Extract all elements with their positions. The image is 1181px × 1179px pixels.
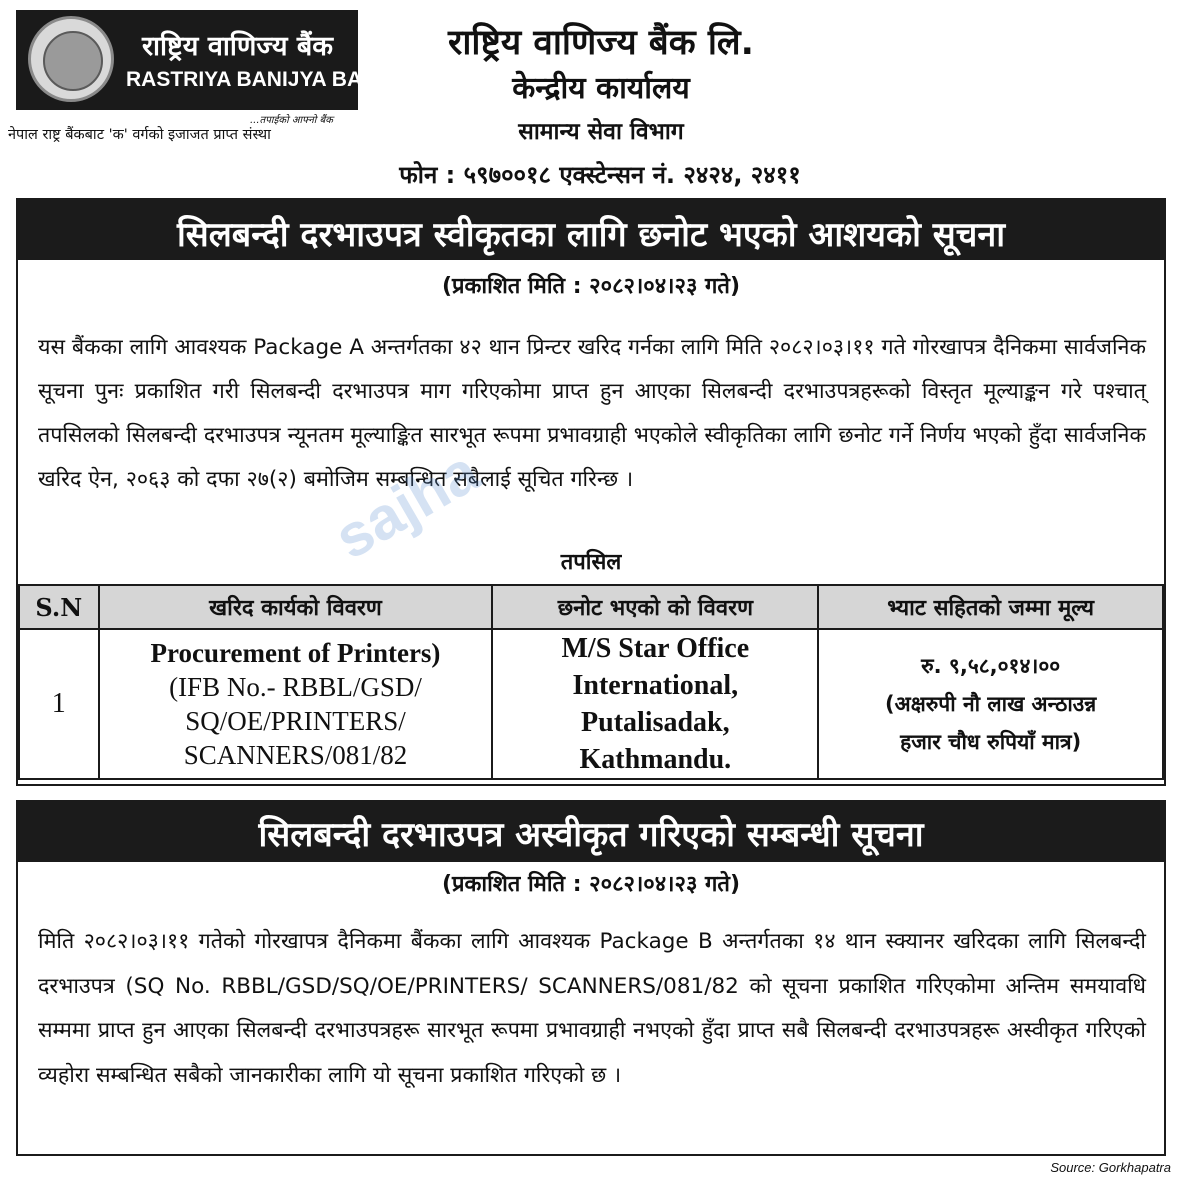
logo-name-english: RASTRIYA BANIJYA BANK bbox=[126, 68, 393, 91]
vendor-line: Putalisadak, bbox=[581, 707, 730, 738]
cell-sn: 1 bbox=[19, 629, 99, 779]
amount-words-line: हजार चौध रुपियाँ मात्र) bbox=[900, 730, 1082, 754]
vendor-line: International, bbox=[572, 670, 739, 701]
notice1-paragraph: यस बैंकका लागि आवश्यक Package A अन्तर्गतका ४२ थान प्रिन्टर खरिद गर्नका लागि मिति २०८२।०३।११ गते गोरखापत्र दैनिकमा सार्वजनिक सूचना पुनः प्रकाशित गरी सिलबन्दी दरभाउपत्र माग गरिएकोमा प्राप्त हुन आएका सिलबन्दी दरभाउपत्रहरूको विस्तृत मूल्याङ्कन गरे पश्चात् तपसिलको सिलबन्दी दरभाउपत्र न्यूनतम मूल्याङ्कित सारभूत रूपमा प्रभावग्राही भएकोले स्वीकृतिका लागि छनोट गर्ने निर्णय भएको हुँदा सार्वजनिक खरिद ऐन, २०६३ को दफा २७(२) बमोजिम सम्बन्धित सबैलाई सूचित गरिन्छ । bbox=[38, 335, 1146, 492]
cell-procurement bbox=[99, 629, 493, 779]
bank-title: राष्ट्रिय वाणिज्य बैंक लि. bbox=[448, 23, 754, 63]
schedule-label: तपसिल bbox=[560, 550, 622, 575]
notice2-title: सिलबन्दी दरभाउपत्र अस्वीकृत गरिएको सम्बन्धी सूचना bbox=[258, 815, 924, 855]
item-line: (IFB No.- RBBL/GSD/ bbox=[169, 672, 422, 702]
header-selected-bidder: छनोट भएको को विवरण bbox=[492, 585, 818, 629]
item-title: Procurement of Printers) bbox=[150, 638, 441, 668]
notice1-title: सिलबन्दी दरभाउपत्र स्वीकृतका लागि छनोट भएको आशयको सूचना bbox=[176, 215, 1006, 255]
amount-words-line: (अक्षरुपी नौ लाख अन्ठाउन्न bbox=[885, 692, 1097, 716]
source-credit: Source: Gorkhapatra bbox=[1050, 1160, 1171, 1175]
item-line: SCANNERS/081/82 bbox=[183, 740, 408, 770]
watermark: sajha bbox=[323, 437, 490, 572]
table-row bbox=[19, 629, 1163, 779]
header-sn: S.N bbox=[19, 585, 99, 629]
notice1-date-box bbox=[16, 260, 1166, 314]
item-line: SQ/OE/PRINTERS/ bbox=[185, 706, 406, 736]
award-table bbox=[18, 584, 1164, 780]
amount-figure: रु. ९,५८,०१४।०० bbox=[921, 654, 1061, 678]
notice2-published-date: (प्रकाशित मिति : २०८२।०४।२३ गते) bbox=[441, 872, 741, 897]
notice1-published-date: (प्रकाशित मिति : २०८२।०४।२३ गते) bbox=[441, 274, 741, 299]
table-header-row bbox=[19, 585, 1163, 629]
header-total-amount: भ्याट सहितको जम्मा मूल्य bbox=[818, 585, 1163, 629]
logo-tagline: ...तपाईको आफ्नो बैंक bbox=[250, 115, 333, 126]
license-note: नेपाल राष्ट्र बैंकबाट 'क' वर्गको इजाजत प्राप्त संस्था bbox=[8, 127, 271, 143]
notice2-body bbox=[16, 906, 1166, 1156]
notice1-body bbox=[16, 314, 1166, 786]
notice2-date-box bbox=[16, 862, 1166, 908]
logo-name-nepali: राष्ट्रिय वाणिज्य बैंक bbox=[142, 31, 334, 62]
vendor-line: M/S Star Office bbox=[561, 633, 750, 664]
phone-line: फोन : ५९७००१८ एक्स्टेन्सन नं. २४२४, २४११ bbox=[399, 161, 801, 189]
office-name: केन्द्रीय कार्यालय bbox=[512, 71, 690, 106]
notice2-paragraph: मिति २०८२।०३।११ गतेको गोरखापत्र दैनिकमा बैंकका लागि आवश्यक Package B अन्तर्गतका १४ थान स्क्यानर खरिदका लागि सिलबन्दी दरभाउपत्र (SQ No. RBBL/GSD/SQ/OE/PRINTERS/ SCANNERS/081/82 को सूचना प्रकाशित गरिएकोमा अन्तिम समयावधि सम्ममा प्राप्त हुन आएका सिलबन्दी दरभाउपत्रहरू सारभूत रूपमा प्रभावग्राही नभएको हुँदा प्राप्त सबै सिलबन्दी दरभाउपत्रहरू अस्वीकृत गरिएको व्यहोरा सम्बन्धित सबैको जानकारीका लागि यो सूचना प्रकाशित गरिएको छ । bbox=[38, 929, 1146, 1088]
department-name: सामान्य सेवा विभाग bbox=[518, 119, 684, 145]
header-procurement: खरिद कार्यको विवरण bbox=[99, 585, 493, 629]
cell-amount bbox=[818, 629, 1163, 779]
vendor-line: Kathmandu. bbox=[579, 744, 732, 775]
cell-vendor bbox=[492, 629, 818, 779]
bank-seal-icon bbox=[28, 16, 114, 102]
